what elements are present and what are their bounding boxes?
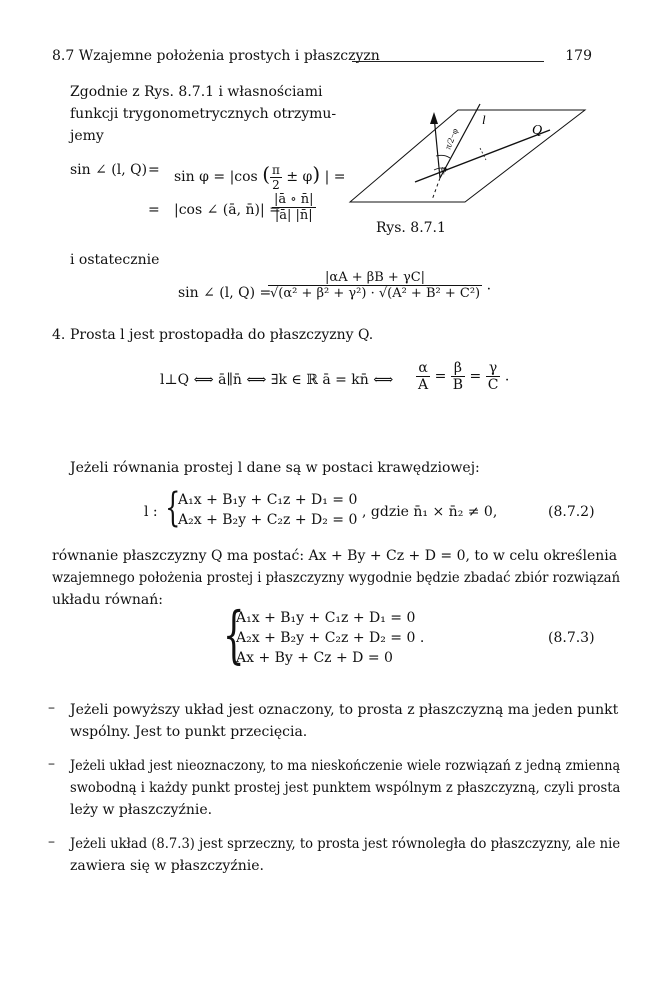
system2-eq3: Ax + By + Cz + D = 0 bbox=[236, 650, 393, 666]
formula2-fraction bbox=[268, 270, 491, 301]
para-line-1: równanie płaszczyzny Q ma postać: Ax + By + Cz + D = 0, to w celu określenia bbox=[52, 548, 618, 564]
item4-number: 4. bbox=[52, 327, 66, 343]
label-pi2-minus-phi: π/2−φ bbox=[442, 126, 461, 151]
ratio-a-den: A bbox=[418, 377, 429, 393]
label-l: l bbox=[482, 112, 486, 127]
system2-tag: (8.7.3) bbox=[548, 630, 595, 646]
formula1-sin-phi: sin φ = |cos bbox=[174, 169, 258, 185]
formula3-left: l⊥Q ⟺ ā∥n̄ ⟺ ∃k ∈ ℝ ā = kn̄ ⟺ bbox=[160, 372, 394, 388]
ratio-eq-2: = bbox=[469, 368, 482, 385]
formula1-line2-eq: = bbox=[148, 202, 160, 218]
system2-eq1: A₁x + B₁y + C₁z + D₁ = 0 bbox=[236, 610, 416, 626]
formula2-numerator: |αA + βB + γC| bbox=[268, 270, 482, 286]
section-title: 8.7 Wzajemne położenia prostych i płaszczyzn bbox=[52, 48, 380, 64]
para-line-3: układu równań: bbox=[52, 592, 164, 608]
system1-lhs: l : bbox=[144, 504, 158, 520]
bullet-2-line-3: leży w płaszczyźnie. bbox=[70, 802, 213, 818]
page-header bbox=[52, 48, 592, 70]
normal-arrow-head bbox=[430, 112, 438, 124]
bullet-3-dash: – bbox=[48, 834, 55, 850]
formula1-fraction bbox=[272, 192, 316, 223]
system1-eq2: A₂x + B₂y + C₂z + D₂ = 0 bbox=[178, 512, 358, 528]
ratio-b-den: B bbox=[452, 377, 464, 393]
bullet-3-line-1: Jeżeli układ (8.7.3) jest sprzeczny, to prosta jest równoległa do płaszczyzny, ale nie bbox=[70, 836, 621, 852]
ratio-c-den: C bbox=[487, 377, 499, 393]
label-phi: φ bbox=[441, 164, 447, 175]
formula1-rhs: sin φ = |cos ( $\frac{\pi}{2}$ ± φ) | = bbox=[174, 162, 346, 192]
bullet-2-dash: – bbox=[48, 756, 55, 772]
formula2-denominator: √(α² + β² + γ²) · √(A² + B² + C²) bbox=[270, 286, 481, 301]
item4-text: Prosta l jest prostopadła do płaszczyzny Q. bbox=[70, 327, 374, 343]
bullet-2-line-1: Jeżeli układ jest nieoznaczony, to ma nieskończenie wiele rozwiązań z jedną zmienną bbox=[70, 758, 621, 774]
formula1-pi-half bbox=[270, 163, 282, 192]
header-rule bbox=[352, 61, 544, 62]
edge-text: Jeżeli równania prostej l dane są w postaci krawędziowej: bbox=[70, 460, 480, 476]
formula2-lhs: sin ∠ (l, Q) = bbox=[178, 285, 272, 301]
bullet-1-line-2: wspólny. Jest to punkt przecięcia. bbox=[70, 724, 308, 740]
figure-rys-8-7-1 bbox=[340, 100, 590, 220]
intro-line-3: jemy bbox=[70, 128, 104, 144]
plane-q bbox=[350, 110, 585, 202]
label-q: Q bbox=[532, 123, 543, 138]
bullet-2-line-2: swobodną i każdy punkt prostej jest punktem wspólnym z płaszczyzną, czyli prosta bbox=[70, 780, 621, 796]
ratio-eq-1: = bbox=[434, 368, 447, 385]
bullet-1-line-1: Jeżeli powyższy układ jest oznaczony, to prosta z płaszczyzną ma jeden punkt bbox=[70, 702, 619, 718]
figure-caption: Rys. 8.7.1 bbox=[376, 220, 446, 236]
system1-brace: { bbox=[165, 485, 181, 531]
formula1-pm-phi: ± φ bbox=[286, 169, 313, 185]
formula2-dot: . bbox=[486, 277, 492, 294]
two-denominator: 2 bbox=[272, 177, 280, 192]
ratio-a-num: α bbox=[416, 360, 430, 377]
bullet-3-line-2: zawiera się w płaszczyźnie. bbox=[70, 858, 264, 874]
intro-line-2: funkcji trygonometrycznych otrzymu- bbox=[70, 106, 337, 122]
ratio-b-num: β bbox=[451, 360, 465, 377]
fraction-denominator: |ā| |n̄| bbox=[274, 208, 313, 223]
pi-numerator: π bbox=[272, 162, 280, 177]
bullet-1-dash: – bbox=[48, 700, 55, 716]
system1-tag: (8.7.2) bbox=[548, 504, 595, 520]
projection-line bbox=[415, 130, 550, 182]
line-l-below bbox=[432, 178, 440, 200]
ratio-c-num: γ bbox=[486, 360, 501, 377]
fraction-numerator: |ā ∘ n̄| bbox=[274, 192, 314, 207]
ratio-dot: . bbox=[504, 368, 510, 385]
formula1-lhs: sin ∠ (l, Q) bbox=[70, 162, 148, 178]
formula3-ratios bbox=[416, 360, 509, 393]
system1-eq1: A₁x + B₁y + C₁z + D₁ = 0 bbox=[178, 492, 358, 508]
perp-dash bbox=[480, 148, 486, 160]
final-label: i ostatecznie bbox=[70, 252, 160, 268]
intro-line-1: Zgodnie z Rys. 8.7.1 i własnościami bbox=[70, 84, 323, 100]
formula1-end: | = bbox=[324, 169, 346, 185]
page-number: 179 bbox=[565, 48, 592, 64]
system2-brace: { bbox=[222, 598, 245, 671]
formula1-line2-mid: |cos ∠ (ā, n̄)| = bbox=[174, 202, 281, 218]
formula1-eq: = bbox=[148, 162, 160, 178]
system1-condition: , gdzie n̄₁ × n̄₂ ≠ 0, bbox=[362, 504, 498, 520]
para-line-2: wzajemnego położenia prostej i płaszczyzny wygodnie będzie zbadać zbiór rozwiązań bbox=[52, 570, 621, 586]
system2-eq2: A₂x + B₂y + C₂z + D₂ = 0 . bbox=[236, 630, 425, 646]
